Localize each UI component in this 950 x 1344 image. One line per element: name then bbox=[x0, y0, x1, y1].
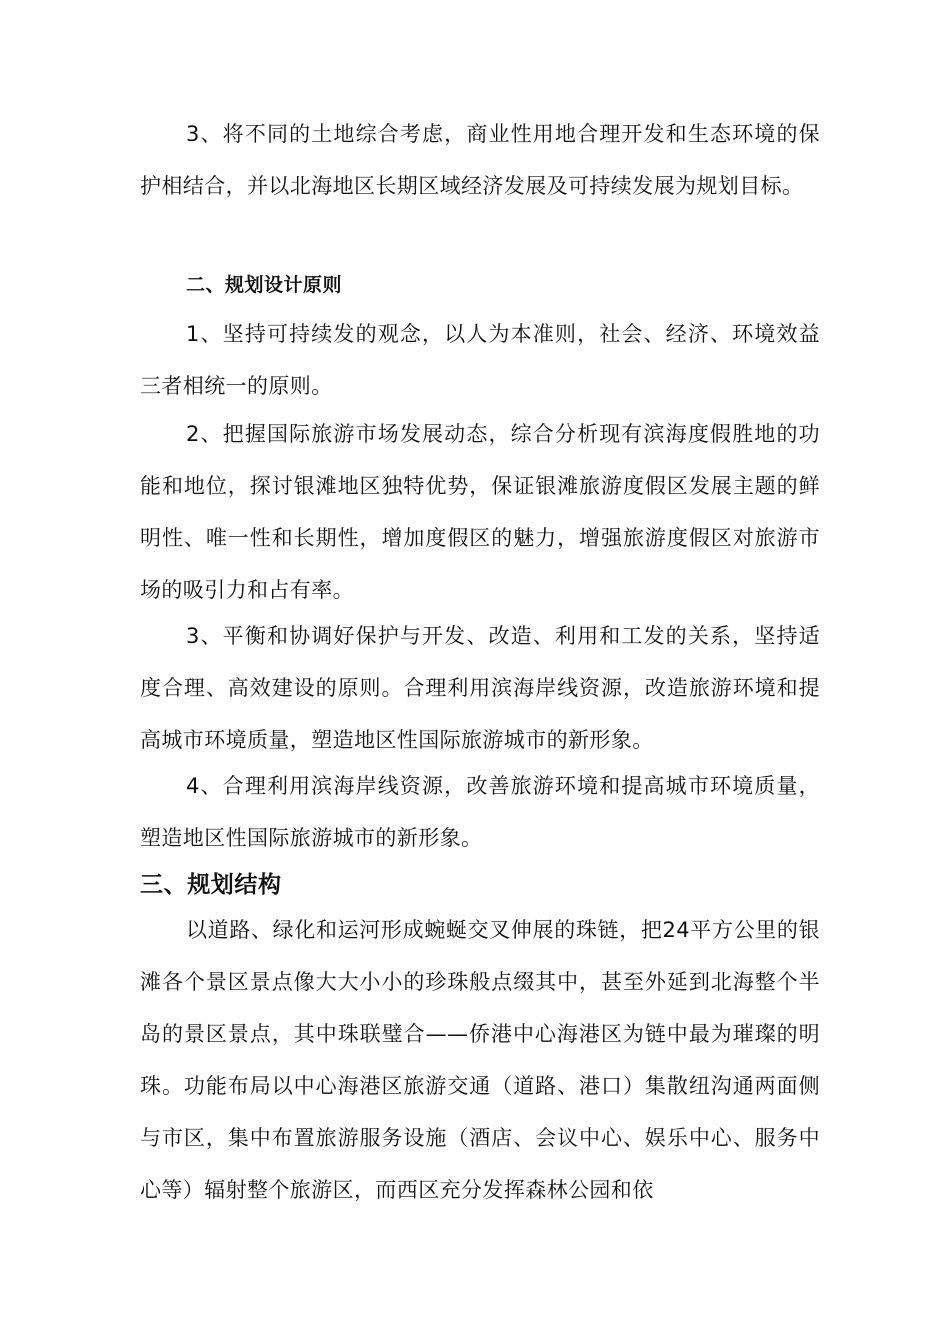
paragraph-principle-2: 2、把握国际旅游市场发展动态，综合分析现有滨海度假胜地的功能和地位，探讨银滩地区独特优势，保证银滩旅游度假区发展主题的鲜明性、唯一性和长期性，增加度假区的魅力，增强旅游度假区对旅游市场的吸引力和占有率。 bbox=[140, 422, 820, 602]
paragraph-principle-3: 3、平衡和协调好保护与开发、改造、利用和工发的关系，坚持适度合理、高效建设的原则。合理利用滨海岸线资源，改造旅游环境和提高城市环境质量，塑造地区性国际旅游城市的新形象。 bbox=[140, 624, 820, 752]
section-heading-planning-structure: 三、规划结构 bbox=[140, 872, 282, 898]
paragraph-planning-structure: 以道路、绿化和运河形成蜿蜒交叉伸展的珠链，把24平方公里的银滩各个景区景点像大大小小的珍珠般点缀其中，甚至外延到北海整个半岛的景区景点，其中珠联璧合——侨港中心海港区为链中最为璀璨的明珠。功能布局以中心海港区旅游交通（道路、港口）集散纽沟通两面侧与市区，集中布置旅游服务设施（酒店、会议中心、娱乐中心、服务中心等）辐射整个旅游区，而西区充分发挥森林公园和依 bbox=[140, 918, 820, 1202]
section-heading-design-principles: 二、规划设计原则 bbox=[186, 274, 343, 296]
paragraph-goal-3: 3、将不同的土地综合考虑，商业性用地合理开发和生态环境的保护相结合，并以北海地区长期区域经济发展及可持续发展为规划目标。 bbox=[140, 122, 820, 198]
paragraph-principle-1: 1、坚持可持续发的观念，以人为本准则，社会、经济、环境效益三者相统一的原则。 bbox=[140, 322, 820, 398]
paragraph-principle-4: 4、合理利用滨海岸线资源，改善旅游环境和提高城市环境质量，塑造地区性国际旅游城市的新形象。 bbox=[140, 774, 820, 850]
